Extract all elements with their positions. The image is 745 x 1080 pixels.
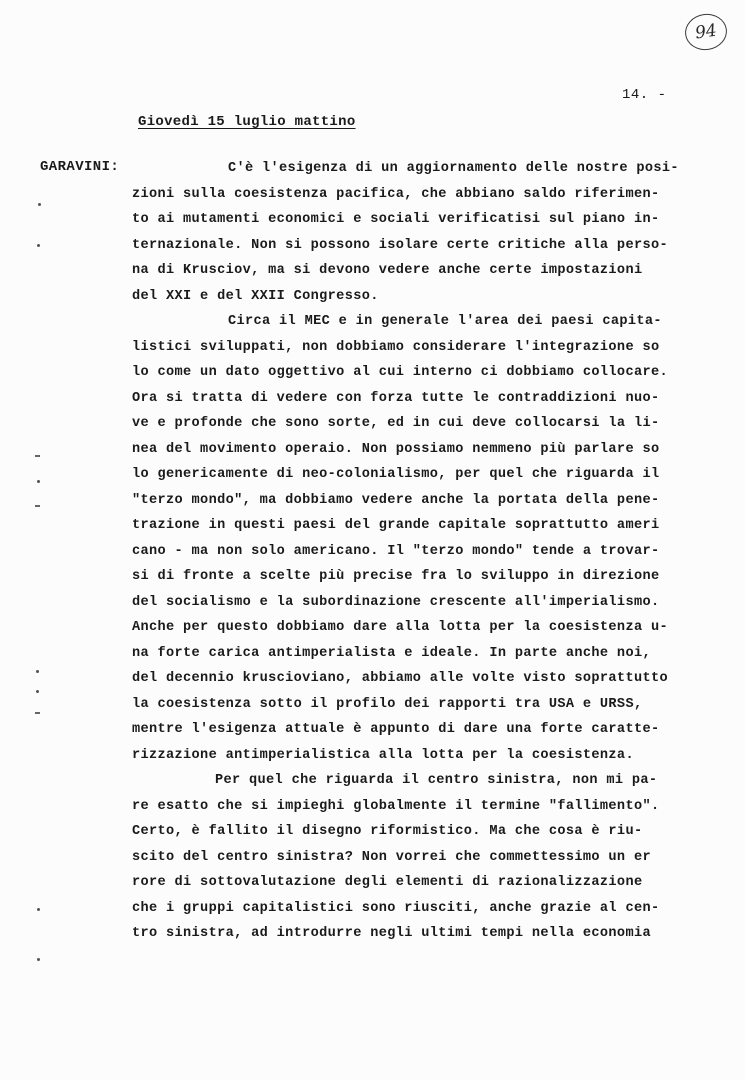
text-line: Ora si tratta di vedere con forza tutte le contraddizioni nuo- [132,390,660,406]
text-line: cano - ma non solo americano. Il "terzo mondo" tende a trovar- [132,543,660,559]
text-line: rore di sottovalutazione degli elementi di razionalizzazione [132,875,643,890]
text-line: "terzo mondo", ma dobbiamo vedere anche la portata della pene- [132,492,660,508]
text-line: na di Krusciov, ma si devono vedere anche certe impostazioni [132,263,643,278]
text-line: mentre l'esigenza attuale è appunto di dare una forte caratte- [132,722,660,737]
margin-speck [36,670,39,673]
margin-speck [37,958,40,961]
text-line: trazione in questi paesi del grande capitale soprattutto ameri [132,518,660,533]
text-line: ternazionale. Non si possono isolare certe critiche alla perso- [132,237,668,253]
text-line: che i gruppi capitalistici sono riusciti, anche grazie al cen- [132,900,660,916]
page-number: 14. - [622,87,667,103]
margin-speck [38,203,41,206]
text-line: zioni sulla coesistenza pacifica, che abbiano saldo riferimen- [132,186,660,202]
text-line: rizzazione antimperialistica alla lotta per la coesistenza. [132,747,634,763]
margin-speck [35,455,40,457]
speaker-name: GARAVINI: [40,159,120,175]
text-line: listici sviluppati, non dobbiamo considerare l'integrazione so [132,339,660,355]
text-line: Anche per questo dobbiamo dare alla lotta per la coesistenza u- [132,620,668,635]
text-line: ve e profonde che sono sorte, ed in cui deve collocarsi la li- [132,416,660,431]
margin-speck [35,505,40,507]
text-line: re esatto che si impieghi globalmente il termine "fallimento". [132,798,660,814]
text-line: C'è l'esigenza di un aggiornamento delle nostre posi- [228,161,679,176]
text-line: del socialismo e la subordinazione crescente all'imperialismo. [132,594,660,610]
margin-speck [37,480,40,483]
text-line: del XXI e del XXII Congresso. [132,288,379,304]
text-line: del decennio kruscioviano, abbiamo alle volte visto soprattutto [132,671,668,686]
text-line: Per quel che riguarda il centro sinistra, non mi pa- [215,773,658,788]
margin-speck [37,908,40,911]
text-line: lo genericamente di neo-colonialismo, per quel che riguarda il [132,467,660,482]
text-line: to ai mutamenti economici e sociali verificatisi sul piano in- [132,212,660,227]
margin-speck [37,244,40,247]
text-line: na forte carica antimperialista e ideale. In parte anche noi, [132,645,651,661]
text-line: lo come un dato oggettivo al cui interno ci dobbiamo collocare. [132,365,668,380]
margin-speck [35,712,40,714]
text-line: nea del movimento operaio. Non possiamo nemmeno più parlare so [132,441,660,457]
speech-body [132,156,679,947]
text-line: Certo, è fallito il disegno riformistico. Ma che cosa è riu- [132,824,643,839]
text-line: si di fronte a scelte più precise fra lo sviluppo in direzione [132,569,660,584]
text-line: la coesistenza sotto il profilo dei rapporti tra USA e URSS, [132,696,643,712]
margin-speck [36,690,39,693]
archive-stamp: 94 [683,11,730,52]
text-line: Circa il MEC e in generale l'area dei paesi capita- [228,314,662,329]
text-line: tro sinistra, ad introdurre negli ultimi tempi nella economia [132,926,651,941]
text-line: scito del centro sinistra? Non vorrei che commettessimo un er [132,849,651,865]
session-heading: Giovedì 15 luglio mattino [138,114,356,130]
